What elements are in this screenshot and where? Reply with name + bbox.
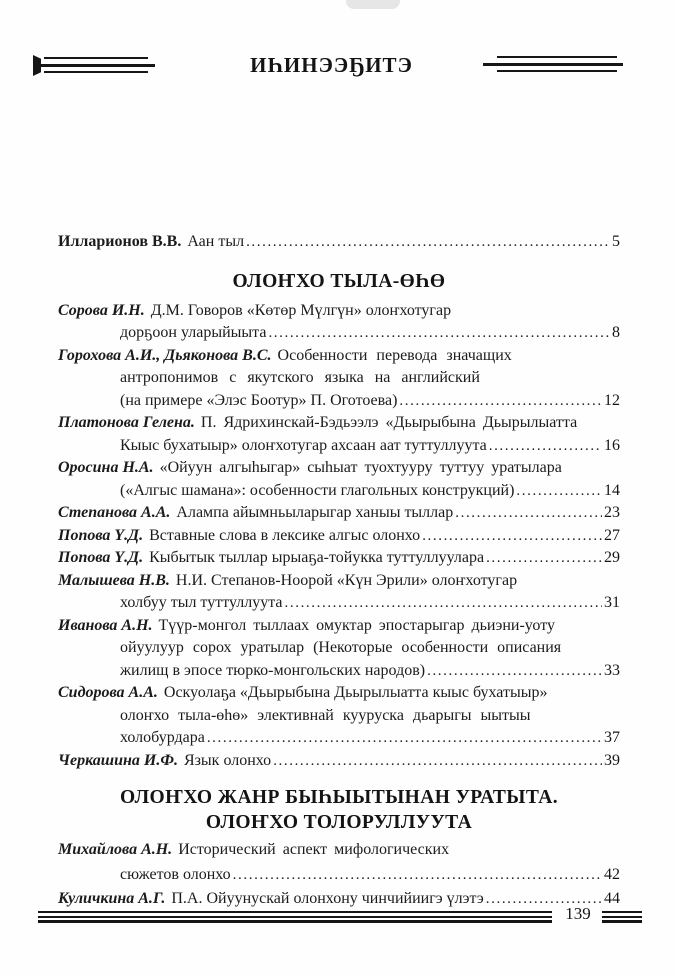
header-rule-right — [483, 55, 623, 75]
entry-page-number: 37 — [604, 729, 620, 746]
entry-page-number: 23 — [604, 504, 620, 521]
entry-author: Черкашина И.Ф. — [58, 751, 178, 769]
section-heading-group — [58, 787, 620, 833]
folio-page-number: 139 — [565, 904, 591, 923]
entry-title: Д.М. Говоров «Көтөр Мүлгүн» олоҥхотугар — [150, 301, 452, 319]
entry-author: Куличкина А.Г. — [58, 890, 166, 907]
dot-leader — [489, 435, 602, 458]
dot-leader — [207, 727, 602, 750]
entry-author: Горохова А.И., Дьяконова В.С. — [58, 346, 272, 364]
entry-title: холобурдара — [120, 729, 205, 746]
dot-leader — [455, 502, 602, 525]
toc-entry — [58, 525, 620, 548]
rule-line — [602, 916, 642, 919]
dot-leader — [427, 660, 602, 683]
section-heading: ОЛОҤХО ТОЛОРУЛЛУУТА — [205, 812, 473, 833]
entry-title: холбуу тыл туттуллуута — [120, 594, 283, 611]
entry-title: П. Ядрихинскай-Бэдьээлэ «Дьырыбына Дьырылыатта — [200, 414, 578, 431]
dot-leader — [516, 480, 602, 503]
entry-title: Түүр-монгол тыллаах омуктар эпостарыгар дьиэни-уоту — [158, 616, 555, 634]
entry-author: Сидорова А.А. — [58, 684, 158, 701]
toc-entry — [58, 502, 620, 525]
toc-entry — [58, 412, 620, 435]
dot-leader — [268, 322, 610, 345]
rule-line — [602, 920, 642, 922]
entry-page-number: 33 — [604, 661, 620, 679]
entry-author: Попова Ү.Д. — [58, 526, 144, 544]
entry-author: Попова Ү.Д. — [58, 549, 144, 566]
toc-entry — [58, 615, 620, 638]
entry-title: Вставные слова в лексике алгыс олонхо — [149, 526, 421, 544]
footer-rule-long — [38, 911, 552, 925]
entry-title: Оскуолаҕа «Дьырыбына Дьырылыатта кыыс бухатыыр» — [163, 684, 548, 701]
toc-entry-continuation — [58, 705, 620, 728]
toc-entry-continuation — [58, 322, 620, 345]
page-title: ИҺИНЭЭҔИТЭ — [250, 53, 413, 77]
toc-entry — [58, 750, 620, 773]
toc-entry — [58, 570, 620, 593]
entry-title: Кыбытык тыллар ырыаҕа-тойукка туттуллуулара — [149, 549, 485, 566]
entry-title: Алампа айымньыларыгар ханыы тыллар — [176, 504, 454, 521]
toc-entry-continuation — [58, 435, 620, 458]
dot-leader — [399, 390, 602, 413]
rule-line — [497, 70, 617, 72]
entry-title: жилищ в эпосе тюрко-монгольских народов) — [120, 661, 426, 679]
toc-entry — [58, 547, 620, 570]
table-of-contents — [58, 231, 620, 912]
entry-title: П.А. Ойуунускай олонхону чинчийиигэ үлэтэ — [171, 890, 484, 907]
rule-line — [38, 916, 552, 919]
entry-page-number: 29 — [604, 549, 620, 566]
dot-leader — [246, 231, 610, 254]
entry-page-number: 31 — [604, 594, 620, 611]
entry-page-number: 5 — [612, 233, 620, 250]
entry-title: Кыыс бухатыыр» олоҥхотугар ахсаан аат туттуллуута — [120, 436, 487, 454]
entry-author: Михайлова А.Н. — [58, 841, 173, 858]
entry-page-number: 12 — [604, 391, 620, 409]
entry-page-number: 42 — [604, 865, 620, 883]
rule-line — [38, 920, 552, 922]
toc-entry-continuation — [58, 863, 620, 888]
entry-author: Сорова И.Н. — [58, 301, 145, 319]
entry-title: Язык олонхо — [183, 751, 272, 769]
entry-page-number: 44 — [604, 890, 620, 907]
entry-author: Оросина Н.А. — [58, 459, 154, 476]
entry-title: ойуулуур сорох уратылар (Некоторые особенности описания — [120, 639, 562, 656]
toc-entry — [58, 457, 620, 480]
entry-author: Илларионов В.В. — [58, 233, 182, 250]
entry-author: Иванова А.Н. — [58, 616, 153, 634]
toc-entry-continuation — [58, 367, 620, 390]
entry-title: Н.И. Степанов-Ноорой «Күн Эрили» олоҥхотугар — [175, 571, 518, 589]
entry-title: (на примере «Элэс Боотур» П. Оготоева) — [120, 391, 398, 409]
section-heading: ОЛОҤХО ЖАНР БЫҺЫЫТЫНАН УРАТЫТА. — [119, 787, 559, 808]
entry-title: Аан тыл — [187, 233, 245, 250]
page-footer — [0, 903, 675, 933]
entry-title: антропонимов с якутского языка на английский — [120, 369, 480, 386]
rule-line — [602, 911, 642, 913]
dot-leader — [285, 592, 602, 615]
toc-entry-continuation — [58, 660, 620, 683]
footer-rule-short — [602, 911, 642, 925]
scan-artifact — [346, 0, 400, 9]
entry-title: дорҕоон уларыйыыта — [120, 324, 267, 341]
entry-author: Степанова А.А. — [58, 504, 171, 521]
toc-entry-continuation — [58, 592, 620, 615]
entry-author: Малышева Н.В. — [58, 571, 170, 589]
entry-page-number: 16 — [604, 436, 620, 454]
toc-entry — [58, 300, 620, 323]
dot-leader — [273, 750, 602, 773]
toc-entry-continuation — [58, 480, 620, 503]
entry-page-number: 27 — [604, 526, 620, 544]
entry-page-number: 8 — [612, 324, 620, 341]
rule-line — [497, 56, 617, 58]
toc-entry — [58, 838, 620, 863]
rule-line — [483, 63, 623, 66]
entry-page-number: 39 — [604, 751, 620, 769]
entry-title: олоҥхо тыла-өһө» элективнай кууруска дьарыгы ыытыы — [120, 706, 531, 724]
entry-title: («Алгыс шамана»: особенности глагольных конструкций) — [120, 481, 515, 499]
dot-leader — [233, 863, 602, 888]
dot-leader — [486, 547, 602, 570]
entry-author: Платонова Гелена. — [58, 414, 195, 431]
entry-title: Особенности перевода значащих — [277, 346, 512, 364]
toc-entry-continuation — [58, 637, 620, 660]
entry-title: Исторический аспект мифологических — [178, 841, 450, 858]
toc-entry — [58, 682, 620, 705]
section-heading: ОЛОҤХО ТЫЛА-ӨҺӨ — [232, 270, 446, 292]
entry-page-number: 14 — [604, 481, 620, 499]
dot-leader — [422, 525, 602, 548]
toc-entry-continuation — [58, 390, 620, 413]
rule-line — [38, 911, 552, 913]
toc-entry-continuation — [58, 727, 620, 750]
toc-entry — [58, 231, 620, 254]
entry-title: «Ойуун алгыһыгар» сыһыат туохтууру туттуу уратылара — [159, 459, 562, 476]
toc-entry — [58, 345, 620, 368]
entry-title: сюжетов олонхо — [120, 865, 231, 883]
